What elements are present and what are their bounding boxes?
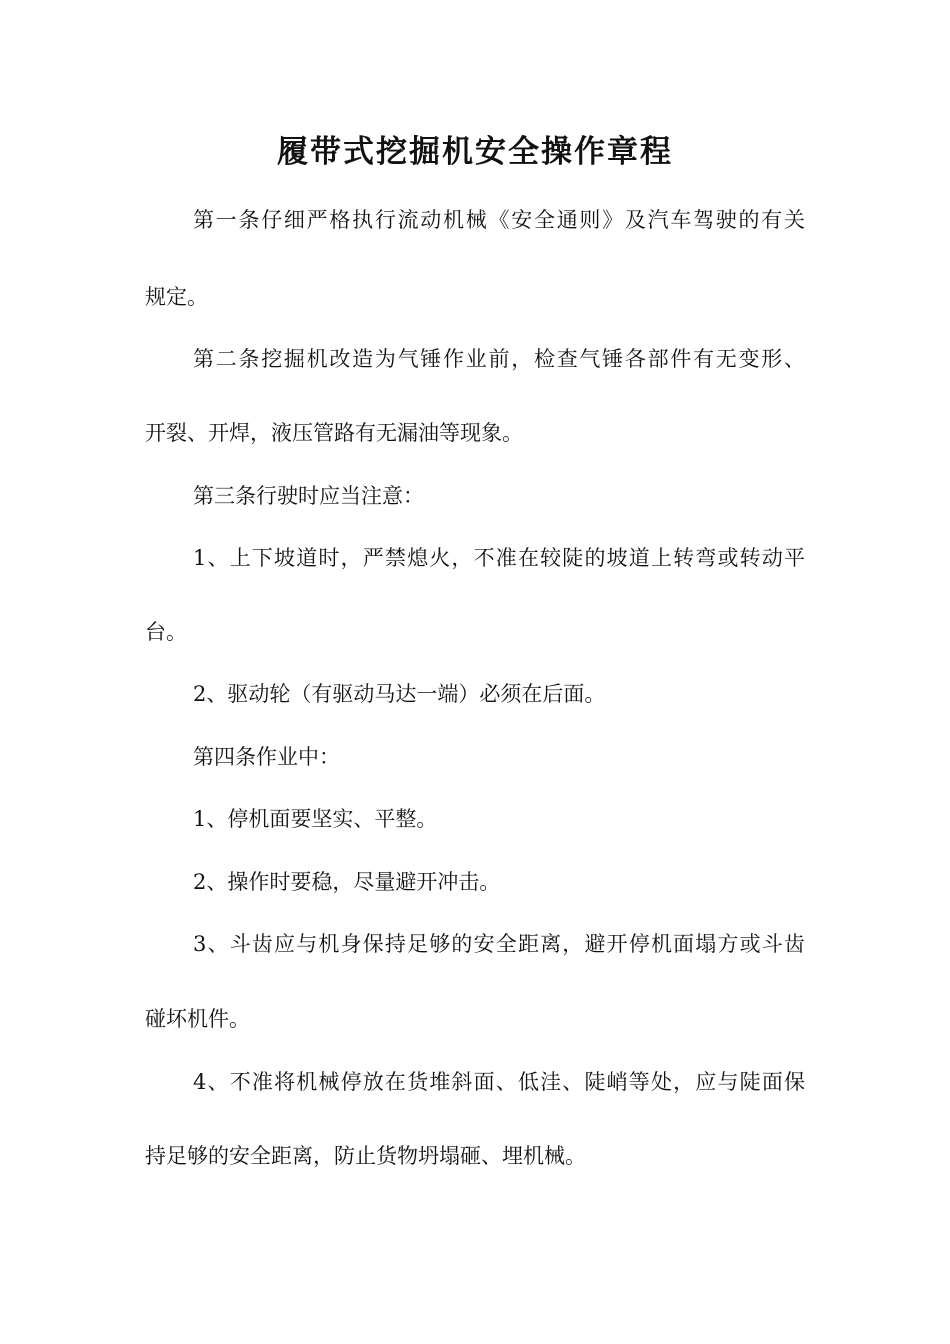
article-4-item-1: 1、停机面要坚实、平整。 <box>193 807 438 831</box>
article-1-line-2: 规定。 <box>145 285 208 309</box>
article-3-item-1-line-1: 1、上下坡道时，严禁熄火，不准在较陡的坡道上转弯或转动平 <box>193 546 805 570</box>
article-4-item-3-line-2: 碰坏机件。 <box>145 1007 250 1031</box>
article-2-line-1: 第二条挖掘机改造为气锤作业前，检查气锤各部件有无变形、 <box>193 347 805 371</box>
article-3-heading: 第三条行驶时应当注意： <box>193 484 424 508</box>
article-2-line-2: 开裂、开焊，液压管路有无漏油等现象。 <box>145 421 523 445</box>
article-1-line-1: 第一条仔细严格执行流动机械《安全通则》及汽车驾驶的有关 <box>193 208 805 232</box>
article-4-item-3-line-1: 3、斗齿应与机身保持足够的安全距离，避开停机面塌方或斗齿 <box>193 932 805 956</box>
article-4-item-4-line-1: 4、不准将机械停放在货堆斜面、低洼、陡峭等处，应与陡面保 <box>193 1070 805 1094</box>
article-3-item-1-line-2: 台。 <box>145 620 187 644</box>
document-title: 履带式挖掘机安全操作章程 <box>277 134 673 170</box>
article-4-item-2: 2、操作时要稳，尽量避开冲击。 <box>193 870 501 894</box>
article-4-heading: 第四条作业中： <box>193 745 340 769</box>
article-3-item-2: 2、驱动轮（有驱动马达一端）必须在后面。 <box>193 682 606 706</box>
article-4-item-4-line-2: 持足够的安全距离，防止货物坍塌砸、埋机械。 <box>145 1144 586 1168</box>
